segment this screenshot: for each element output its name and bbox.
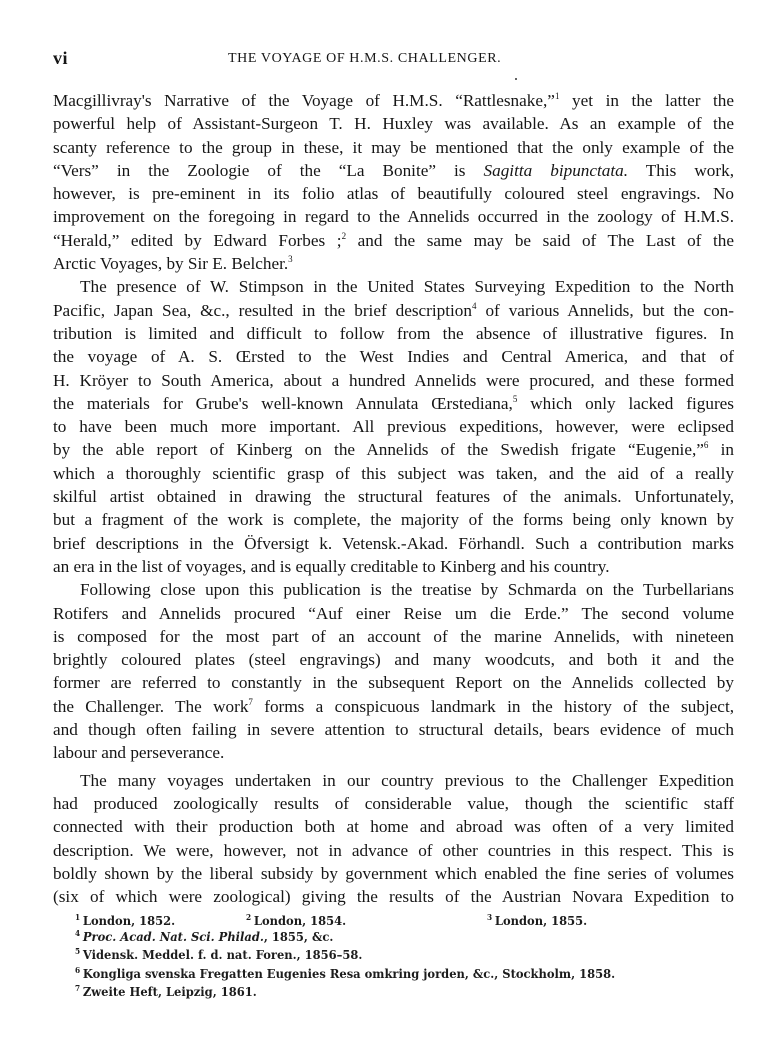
footnote-reference[interactable]: 6 — [703, 440, 709, 451]
text-line: the voyage of A. S. Œrsted to the West Indies and Central America, and that of — [53, 347, 734, 367]
text-line: by the able report of Kinberg on the Annelids of the Swedish frigate “Eugenie,”$^6$ in — [53, 440, 734, 460]
footnote-row-1 — [75, 910, 675, 926]
footnote-mark: 6 — [75, 964, 81, 975]
paragraph — [53, 89, 734, 275]
scan-artifact-dot — [515, 78, 517, 80]
footnote-reference[interactable]: 2 — [341, 230, 347, 241]
text-line: to have been much more important. All previous expeditions, however, were eclipsed — [53, 417, 734, 437]
text-line: brightly coloured plates (steel engravings) and many woodcuts, and both it and the — [53, 650, 734, 670]
footnote-reference[interactable]: 3 — [288, 254, 293, 265]
footnote-text: London, 1855. — [494, 913, 588, 928]
footnote-reference[interactable]: 5 — [512, 393, 518, 404]
footnote-mark: 1 — [75, 912, 81, 922]
footnote-reference[interactable]: 1 — [554, 91, 560, 101]
footnote-text: Zweite Heft, Leipzig, 1861. — [82, 984, 257, 1000]
text-line: connected with their production both at home and abroad was often of a very limited — [53, 817, 734, 837]
footnote-4 — [75, 926, 627, 945]
footnote-italic-title: Proc. Acad. Nat. Sci. Philad. — [82, 928, 264, 944]
footnote-text: Kongliga svenska Fregatten Eugenies Resa omkring jorden, &c., Stockholm, 1858. — [82, 965, 616, 981]
footnote-mark: 5 — [75, 946, 81, 957]
footnote-reference[interactable]: 4 — [472, 300, 477, 311]
text-line: powerful help of Assistant-Surgeon T. H. Huxley was available. As an example of the — [53, 114, 734, 134]
text-line: the materials for Grube's well-known Annulata Œrstediana,$^5$ which only lacked figures — [53, 393, 734, 413]
text-line: scanty reference to the group in these, it may be mentioned that the only example of the — [53, 137, 734, 157]
footnote-6 — [75, 963, 627, 982]
page-number: vi — [53, 48, 69, 68]
text-line: which a thoroughly scientific grasp of this subject was taken, and the aid of a really — [53, 463, 734, 483]
footnote-text: London, 1852. — [82, 913, 176, 928]
text-line: labour and perseverance. — [53, 743, 225, 763]
footnotes — [75, 910, 675, 1000]
footnote-5 — [75, 944, 627, 963]
footnote-text: , 1855, &c. — [263, 928, 334, 944]
text-line: Following close upon this publication is the treatise by Schmarda on the Turbellarians — [80, 580, 734, 600]
text-line: tribution is limited and difficult to follow from the absence of illustrative figures. In — [53, 323, 734, 343]
text-line: an era in the list of voyages, and is equally creditable to Kinberg and his country. — [53, 556, 610, 576]
text-line: skilful artist obtained in drawing the structural features of the animals. Unfortunately, — [53, 487, 734, 507]
text-line: former are referred to constantly in the subsequent Report on the Annelids collected by — [53, 673, 734, 693]
body-text — [53, 89, 734, 908]
text-line: but a fragment of the work is complete, the majority of the forms being only known by — [53, 510, 734, 530]
text-line: Arctic Voyages, by Sir E. Belcher.$^3$ — [53, 254, 293, 274]
footnote-reference[interactable]: 7 — [248, 696, 253, 707]
text-line: description. We were, however, not in advance of other countries in this respect. This is — [53, 840, 734, 860]
text-line: however, is pre-eminent in its folio atlas of beautifully coloured steel engravings. No — [53, 184, 734, 204]
text-line: (six of which were zoological) giving the results of the Austrian Novara Expedition to — [53, 887, 734, 907]
paragraph — [53, 275, 734, 578]
text-line: H. Kröyer to South America, about a hundred Annelids were procured, and these formed — [53, 370, 734, 390]
footnote-mark: 3 — [487, 912, 493, 922]
text-line: The presence of W. Stimpson in the United States Surveying Expedition to the North — [80, 277, 734, 297]
text-line: is composed for the most part of an account of the marine Annelids, with nineteen — [53, 626, 734, 646]
footnote-text: Vidensk. Meddel. f. d. nat. Foren., 1856–58. — [82, 947, 363, 963]
paragraph — [53, 578, 734, 764]
text-line: “Vers” in the Zoologie of the “La Bonite” is Sagitta bipunctata. This work, — [53, 160, 735, 180]
text-line: the Challenger. The work$^7$ forms a conspicuous landmark in the history of the subject, — [53, 696, 735, 716]
text-line: Rotifers and Annelids procured “Auf einer Reise um die Erde.” The second volume — [53, 603, 734, 623]
footnote-7 — [75, 981, 627, 1000]
italic-text: Sagitta bipunctata. — [483, 160, 629, 180]
running-head — [53, 48, 733, 72]
text-line: boldly shown by the liberal subsidy by government which enabled the fine series of volumes — [53, 863, 734, 883]
text-line: “Herald,” edited by Edward Forbes ;$^2$ and the same may be said of The Last of the — [53, 230, 735, 250]
text-line: The many voyages undertaken in our country previous to the Challenger Expedition — [80, 770, 734, 790]
footnote-mark: 7 — [75, 983, 81, 994]
text-line: brief descriptions in the Öfversigt k. Vetensk.-Akad. Förhandl. Such a contribution marks — [53, 533, 734, 553]
text-line: Pacific, Japan Sea, &c., resulted in the brief description$^4$ of various Annelids, but the con- — [53, 300, 734, 320]
text-line: improvement on the foregoing in regard to the Annelids occurred in the zoology of H.M.S. — [53, 207, 734, 227]
paragraph — [53, 769, 734, 909]
text-line: and though often failing in severe attention to structural details, bears evidence of much — [53, 720, 734, 740]
footnote-mark: 2 — [246, 912, 252, 922]
running-title: THE VOYAGE OF H.M.S. CHALLENGER. — [228, 51, 502, 66]
text-line: Macgillivray's Narrative of the Voyage of H.M.S. “Rattlesnake,”$^1$ yet in the latter the — [53, 91, 734, 110]
footnote-text: London, 1854. — [253, 913, 347, 928]
footnote-mark: 4 — [75, 927, 81, 938]
text-line: had produced zoologically results of considerable value, though the scientific staff — [53, 793, 734, 813]
